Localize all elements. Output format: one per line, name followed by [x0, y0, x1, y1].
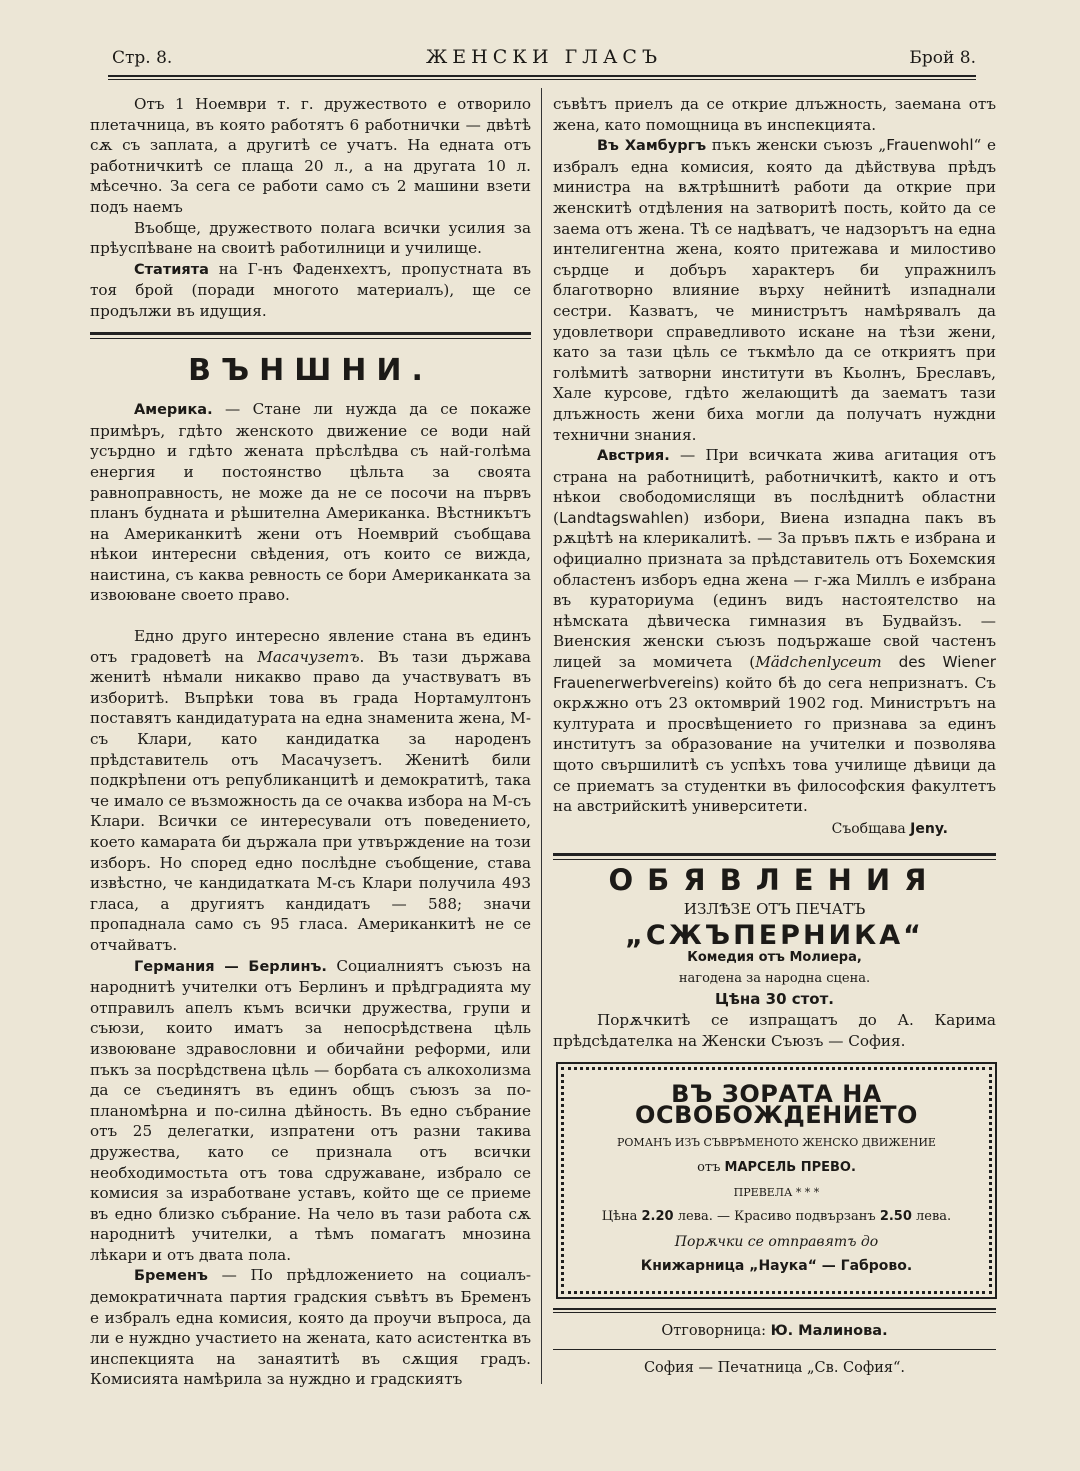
paragraph-austria: [553, 445, 996, 817]
printer-line: София — Печатница „Св. София“.: [553, 1349, 996, 1379]
signature-name: Jeny.: [910, 820, 948, 837]
section-rule: [90, 332, 531, 339]
austria-term: Landtagswahlen: [558, 508, 684, 527]
ad1-orders: Порѫчкитѣ се изпращатъ до А. Карима прѣдсѣдателка на Женски Съюзъ — София.: [553, 1010, 996, 1050]
ads-rule: [553, 853, 996, 860]
book-title: ВЪ ЗОРАТА НА ОСВОБОЖДЕНИЕТО: [635, 1080, 918, 1129]
ad1-price: Цѣна 30 стот.: [714, 990, 835, 1009]
ad1-published: ИЗЛѢЗЕ ОТЪ ПЕЧАТЪ: [683, 899, 866, 918]
mass-place: Масачузетъ: [257, 647, 360, 666]
paragraph-knitting: Отъ 1 Ноември т. г. дружеството е отворило плетачница, въ която работятъ 6 работнички — двѣтѣ сѫ съ заплата, а другитѣ се учатъ. На едната отъ работничкитѣ се плаща 20 л., а на другата 10 л. мѣсечно. За сега се работи само съ 2 машини взети подъ наемъ: [90, 95, 531, 216]
footer-rule: [553, 1308, 996, 1313]
left-column: [90, 94, 531, 1390]
book-orders: Порѫчки се отправятъ до: [674, 1233, 879, 1250]
paragraph-bremen-cont: съвѣтъ приелъ да се открие длъжность, заемана отъ жена, като помощница въ инспекцията.: [553, 95, 996, 134]
page-number: Стр. 8.: [112, 48, 173, 68]
germany-text: Социалниятъ съюзъ на народнитѣ учителки отъ Берлинъ и прѣдградията му отправилъ апелъ къмъ всички дружества, групи и съюзи, които иматъ за непосрѣдствена цѣль извоюване здравословни и обичайни реформи, или пъкъ за посрѣдствена цѣль — борбата съ алкохолизма да се съединятъ въ единъ общъ съюзъ за по-планомѣрна и по-силна дѣйность. Въ едно събрание отъ 25 делегатки, изпратени отъ разни такива дружества, като се признала отъ всички необходимостьта отъ това сдружаване, избрало се комисия за изработване уставъ, който ще се приеме въ едно близко събрание. На чело въ тази работа сѫ народнитѣ учителки, а тѣмъ помагатъ мнозина лѣкари и отъ двата пола.: [90, 956, 531, 1264]
bremen-lead: Бременъ: [134, 1268, 208, 1285]
ad1-comedy: Комедия отъ Молиера,: [687, 950, 862, 966]
paragraph-bremen: [90, 1265, 531, 1390]
book-price-line: [574, 1207, 979, 1228]
germany-lead: Германия — Берлинъ.: [134, 958, 327, 975]
book-price-a: Цѣна: [601, 1209, 642, 1225]
mass-text-a: Едно друго интересно явление стана въ единъ отъ градоветѣ на: [90, 627, 531, 666]
ad1-adapted: нагодена за народна сцена.: [678, 970, 871, 986]
column-divider: [541, 88, 542, 1384]
editor-line: [553, 1321, 996, 1342]
book-shop: Книжарница „Наука“ — Габрово.: [640, 1258, 913, 1275]
right-column: [553, 94, 996, 1387]
paragraph-efforts: Въобще, дружеството полага всички усилия за прѣуспѣване на своитѣ работилници и училище.: [90, 218, 531, 258]
austria-text-a: — При всичката жива агитация отъ страна на работницитѣ, работничкитѣ, както и отъ нѣкои свободомислящи въ послѣднитѣ областни (: [553, 446, 996, 527]
book-ad-box: [561, 1067, 992, 1294]
book-price-2: 2.50: [879, 1209, 912, 1225]
book-price-b: лева. — Красиво подвързанъ: [673, 1209, 880, 1225]
signature: [553, 819, 996, 840]
austria-lead: Австрия.: [597, 448, 670, 465]
hamburg-text-a: пъкъ женски съюзъ „: [706, 136, 887, 155]
spacer: [90, 606, 531, 626]
ad1-title: „СЖЪПЕРНИКА“: [625, 919, 924, 951]
paragraph-america: [90, 399, 531, 606]
article-note-text: на Г-нъ Фаденхехтъ, пропустната въ тоя брой (поради многото материалъ), ще се продължи въ идущия.: [90, 259, 531, 320]
america-lead: Америка.: [134, 402, 213, 419]
mass-text-b: . Въ тази държава женитѣ нѣмали никакво право да участвуватъ въ изборитѣ. Въпрѣки това въ града Нортамултонъ поставятъ кандидатурата на една знаменита жена, М-съ Клари, като кандидатка за народенъ прѣдставитель отъ Масачузетъ. Женитѣ били подкрѣпени отъ републиканцитѣ и демократитѣ, така че имало се възможность да се очаква избора на М-съ Клари. Всички се интересували отъ поведението, което камарата би държала при утвърждение на този изборъ. Но според едно послѣдне съобщение, става извѣстно, че кандидатката М-съ Клари получила 493 гласа, а другиятъ кандидатъ — 588; значи пропаднала само съ 95 гласа. Американкитѣ не се отчайватъ.: [90, 647, 531, 954]
ads-title: ОБЯВЛЕНИЯ: [608, 863, 941, 898]
austria-text-c: ) който бѣ до сега непризнатъ. Съ окрѫжно отъ 23 октомврий 1902 год. Министрътъ на културата и просвѣщението го признава за единъ институтъ за образование на учителки и позволява щото свършилитѣ съ успѣхъ това училище дѣвици да се приематъ за студентки въ философския факултетъ на австрийскитѣ университети.: [553, 673, 996, 816]
austria-text-b: ) избори, Виена изпадна пакъ въ рѫцѣтѣ на клерикалитѣ. — За пръвъ пѫть е избрана и официално призната за прѣдставитель отъ Бохемския областенъ изборъ една жена — г-жа Миллъ е избрана въ кураториума (единъ видъ настоятелство на нѣмската дѣвическа гимназия въ Будвайзъ. — Виенския женски съюзъ подържаше свой частенъ лицей за момичета (: [553, 508, 996, 672]
book-price-c: лева.: [911, 1209, 952, 1225]
book-author: МАРСЕЛЬ ПРЕВО.: [724, 1159, 856, 1175]
book-subtitle: РОМАНЪ ИЗЪ СЪВРѢМЕНОТО ЖЕНСКО ДВИЖЕНИЕ: [617, 1136, 936, 1150]
page-header: [112, 44, 976, 74]
book-translator: ПРЕВЕЛА * * *: [733, 1185, 820, 1199]
paragraph-massachusetts: [90, 626, 531, 956]
issue-number: Брой 8.: [909, 48, 976, 68]
hamburg-lead: Въ Хамбургъ: [597, 138, 707, 155]
austria-term3: des Wiener Frauenerwerbvereins: [553, 653, 996, 692]
section-title-foreign: ВЪНШНИ.: [188, 352, 433, 388]
paragraph-article-note: [90, 259, 531, 322]
article-note-lead: Статията: [134, 261, 209, 278]
newspaper-title: ЖЕНСКИ ГЛАСЪ: [425, 46, 663, 68]
hamburg-term: Frauenwohl: [886, 136, 974, 155]
paragraph-hamburg: [553, 135, 996, 445]
bremen-text: — По прѣдложението на социалъ-демократичната партия градския съвѣтъ въ Бременъ е избралъ една комисия, която да проучи въпроса, да ли е нуждно участието на жената, като асистентка въ инспекцията на занаятитѣ въ сѫщия градъ. Комисията намѣрила за нуждно и градскиятъ: [90, 1266, 531, 1389]
header-rule: [108, 75, 976, 80]
editor-name: Ю. Малинова.: [770, 1322, 888, 1339]
america-text: — Стане ли нужда да се покаже примѣръ, гдѣто женското движение се води най усърдно и гдѣто жената прѣслѣдва съ най-голѣма енергия и постоянство цѣльта за своята равноправность, не може да не се посочи на първъ планъ будната и рѣшителна Американка. Вѣстникътъ на Американкитѣ жени отъ Ноемврий съобщава нѣкои интересни свѣдения, отъ които се вижда, наистина, съ каква ревность се бори Американката за извоюване своето право.: [90, 400, 531, 605]
hamburg-text-b: “ е избралъ една комисия, която да дѣйствува прѣдъ министра на вѫтрѣшнитѣ работи да открие при женскитѣ отдѣления на затворитѣ пость, който да се заема отъ жена. Тѣ се надѣватъ, че надзорътъ на една интелигентна жена, която притежава и милостиво сърдце и добъръ характеръ би упражнилъ благотворно влияние върху нейнитѣ изпаднали сестри. Казватъ, че министрътъ намѣрявалъ да удовлетвори справедливото искане на тѣзи жени, като за тази цѣль се тъкмѣло да се откриятъ при голѣмитѣ затворни институти въ Кьолнъ, Бреславъ, Хале курсове, гдѣто желающитѣ да заематъ тази длъжность жени биха могли да получатъ нуждни технични знания.: [553, 136, 996, 444]
signature-text: Съобщава: [831, 820, 911, 837]
austria-term2: Mädchenlyceum: [755, 653, 882, 672]
book-price-1: 2.20: [641, 1209, 674, 1225]
paragraph-germany: [90, 956, 531, 1266]
book-author-pre: отъ: [697, 1159, 725, 1175]
editor-pre: Отговорница:: [661, 1322, 771, 1339]
book-author-line: [574, 1158, 979, 1179]
